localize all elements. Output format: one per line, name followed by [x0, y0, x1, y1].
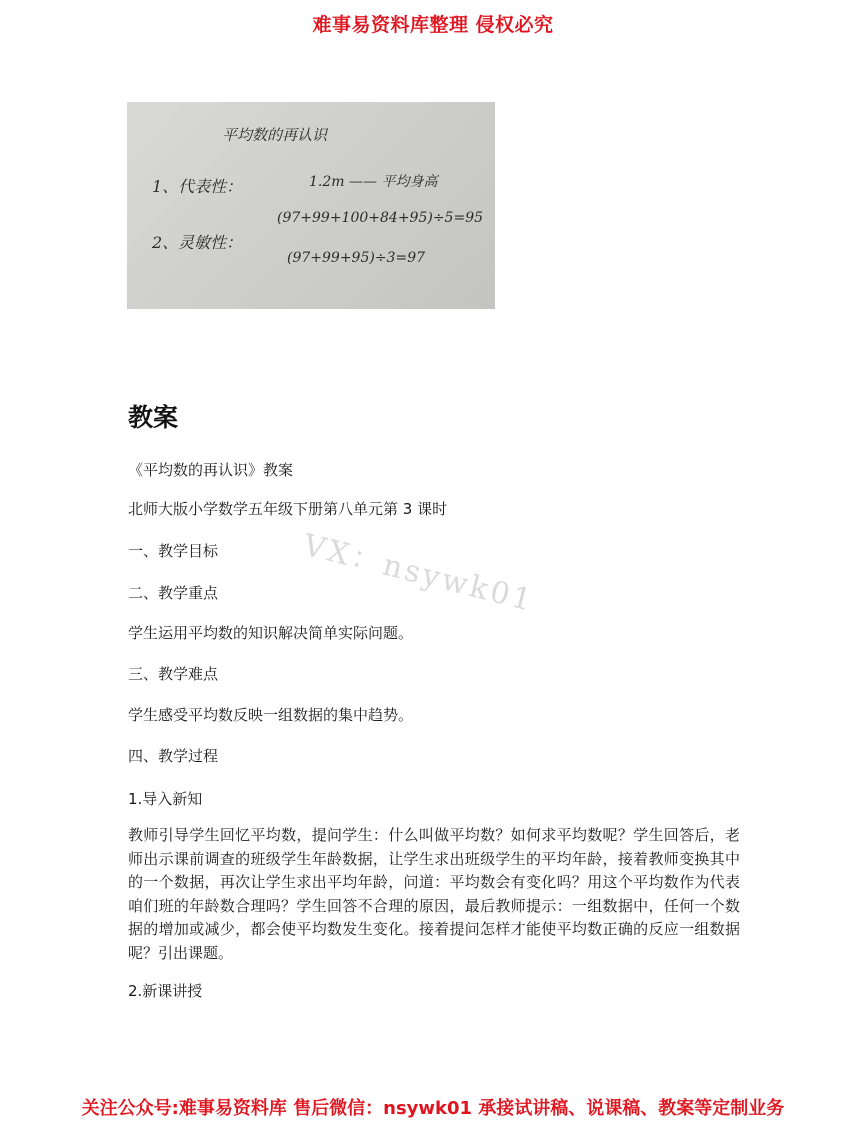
lesson-title: 《平均数的再认识》教案 [128, 461, 294, 479]
blackboard-photo [127, 102, 495, 309]
board-item-2: 2、灵敏性： [152, 233, 243, 252]
watermark-text: VX：nsywk01 [299, 527, 538, 619]
board-formula-1: (97+99+100+84+95)÷5=95 [277, 210, 484, 226]
board-title: 平均数的再认识 [222, 126, 328, 144]
section-key-points: 二、教学重点 [128, 584, 219, 602]
section-process: 四、教学过程 [128, 747, 219, 765]
key-points-text: 学生运用平均数的知识解决简单实际问题。 [128, 624, 414, 642]
step-intro-heading: 1.导入新知 [128, 790, 203, 808]
board-item-1: 1、代表性： [152, 177, 243, 196]
footer-banner: 关注公众号:难事易资料库 售后微信：nsywk01 承接试讲稿、说课稿、教案等定制业务 [81, 1098, 785, 1119]
section-difficulties: 三、教学难点 [128, 665, 219, 683]
difficulties-text: 学生感受平均数反映一组数据的集中趋势。 [128, 706, 414, 724]
section-objectives: 一、教学目标 [128, 542, 219, 560]
page-heading: 教案 [128, 403, 179, 432]
step-intro-text: 教师引导学生回忆平均数，提问学生：什么叫做平均数？如何求平均数呢？学生回答后，老师出示课前调查的班级学生年龄数据，让学生求出班级学生的平均年龄，接着教师变换其中的一个数据，再次让学生求出平均年龄，问道：平均数会有变化吗？用这个平均数作为代表咱们班的年龄数合理吗？学生回答不合理的原因，最后教师提示：一组数据中，任何一个数据的增加或减少，都会使平均数发生变化。接着提问怎样才能使平均数正确的反应一组数据呢？引出课题。 [128, 826, 740, 962]
header-banner: 难事易资料库整理 侵权必究 [312, 14, 554, 36]
board-formula-2: (97+99+95)÷3=97 [287, 250, 426, 266]
board-note-1: 1.2m —— 平均身高 [309, 174, 438, 190]
course-info: 北师大版小学数学五年级下册第八单元第 3 课时 [128, 500, 448, 518]
step-new-lesson-heading: 2.新课讲授 [128, 982, 203, 1000]
